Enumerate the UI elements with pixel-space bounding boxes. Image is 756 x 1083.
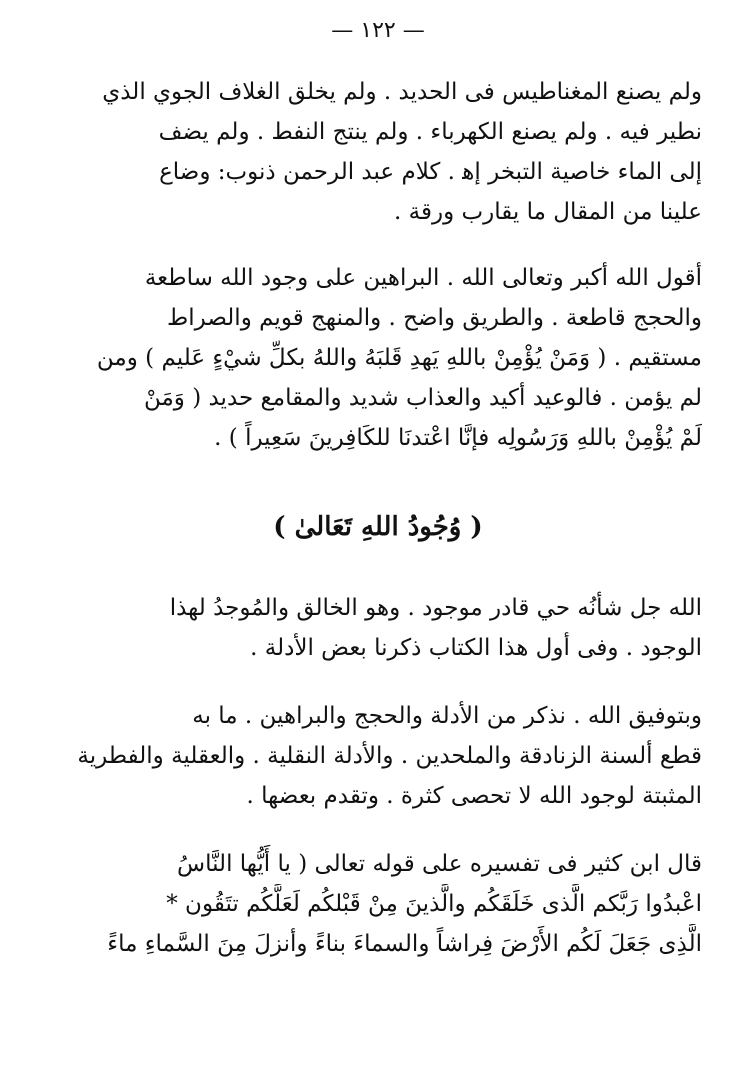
text-line: علينا من المقال ما يقارب ورقة . xyxy=(394,199,702,225)
paragraph-5 xyxy=(70,844,702,964)
paragraph-3 xyxy=(70,588,702,668)
text-line: نطير فيه . ولم يصنع الكهرباء . ولم ينتج النفط . ولم يضف xyxy=(158,119,702,145)
text-line: وبتوفيق الله . نذكر من الأدلة والحجج والبراهين . ما به xyxy=(192,703,702,729)
text-line: اعْبدُوا رَبَّكم الَّذى خَلَقَكُم والَّذينَ مِنْ قَبْلكُم لَعَلَّكُم تتَقُون * xyxy=(166,891,702,917)
text-line: لَمْ يُؤْمِنْ باللهِ وَرَسُولِه فإنَّا اعْتدنَا للكَافِرينَ سَعِيراً ) . xyxy=(214,425,702,451)
text-line: الوجود . وفى أول هذا الكتاب ذكرنا بعض الأدلة . xyxy=(250,635,702,661)
text-line: أقول الله أكبر وتعالى الله . البراهين على وجود الله ساطعة xyxy=(144,265,702,291)
text-line: قال ابن كثير فى تفسيره على قوله تعالى ( يا أَيُّها النَّاسُ xyxy=(177,851,702,877)
text-line: قطع ألسنة الزنادقة والملحدين . والأدلة النقلية . والعقلية والفطرية xyxy=(77,743,702,769)
text-line: الَّذِى جَعَلَ لَكُم الأَرْضَ فِراشاً والسماءَ بناءً وأنزلَ مِنَ السَّماءِ ماءً xyxy=(107,931,702,957)
text-line: لم يؤمن . فالوعيد أكيد والعذاب شديد والمقامع حديد ( وَمَنْ xyxy=(143,385,702,411)
text-line: إلى الماء خاصية التبخر إﻫ . كلام عبد الرحمن ذنوب: وضاع xyxy=(159,159,702,185)
section-heading: ( وُجُودُ اللهِ تَعَالىٰ ) xyxy=(273,512,483,542)
text-line: والحجج قاطعة . والطريق واضح . والمنهج قويم والصراط xyxy=(167,305,702,331)
text-line: الله جل شأنُه حي قادر موجود . وهو الخالق والمُوجدُ لهذا xyxy=(169,595,702,621)
paragraph-2 xyxy=(70,258,702,458)
page-number: — ١٢٢ — xyxy=(331,18,425,43)
text-line: المثبتة لوجود الله لا تحصى كثرة . وتقدم بعضها . xyxy=(246,783,702,809)
text-line: ولم يصنع المغناطيس فى الحديد . ولم يخلق الغلاف الجوي الذي xyxy=(102,79,702,105)
paragraph-1 xyxy=(70,72,702,232)
paragraph-4 xyxy=(70,696,702,816)
text-line: مستقيم . ( وَمَنْ يُؤْمِنْ باللهِ يَهدِ قَلبَهُ واللهُ بكلِّ شيْءٍ عَليم ) ومن xyxy=(96,345,702,371)
